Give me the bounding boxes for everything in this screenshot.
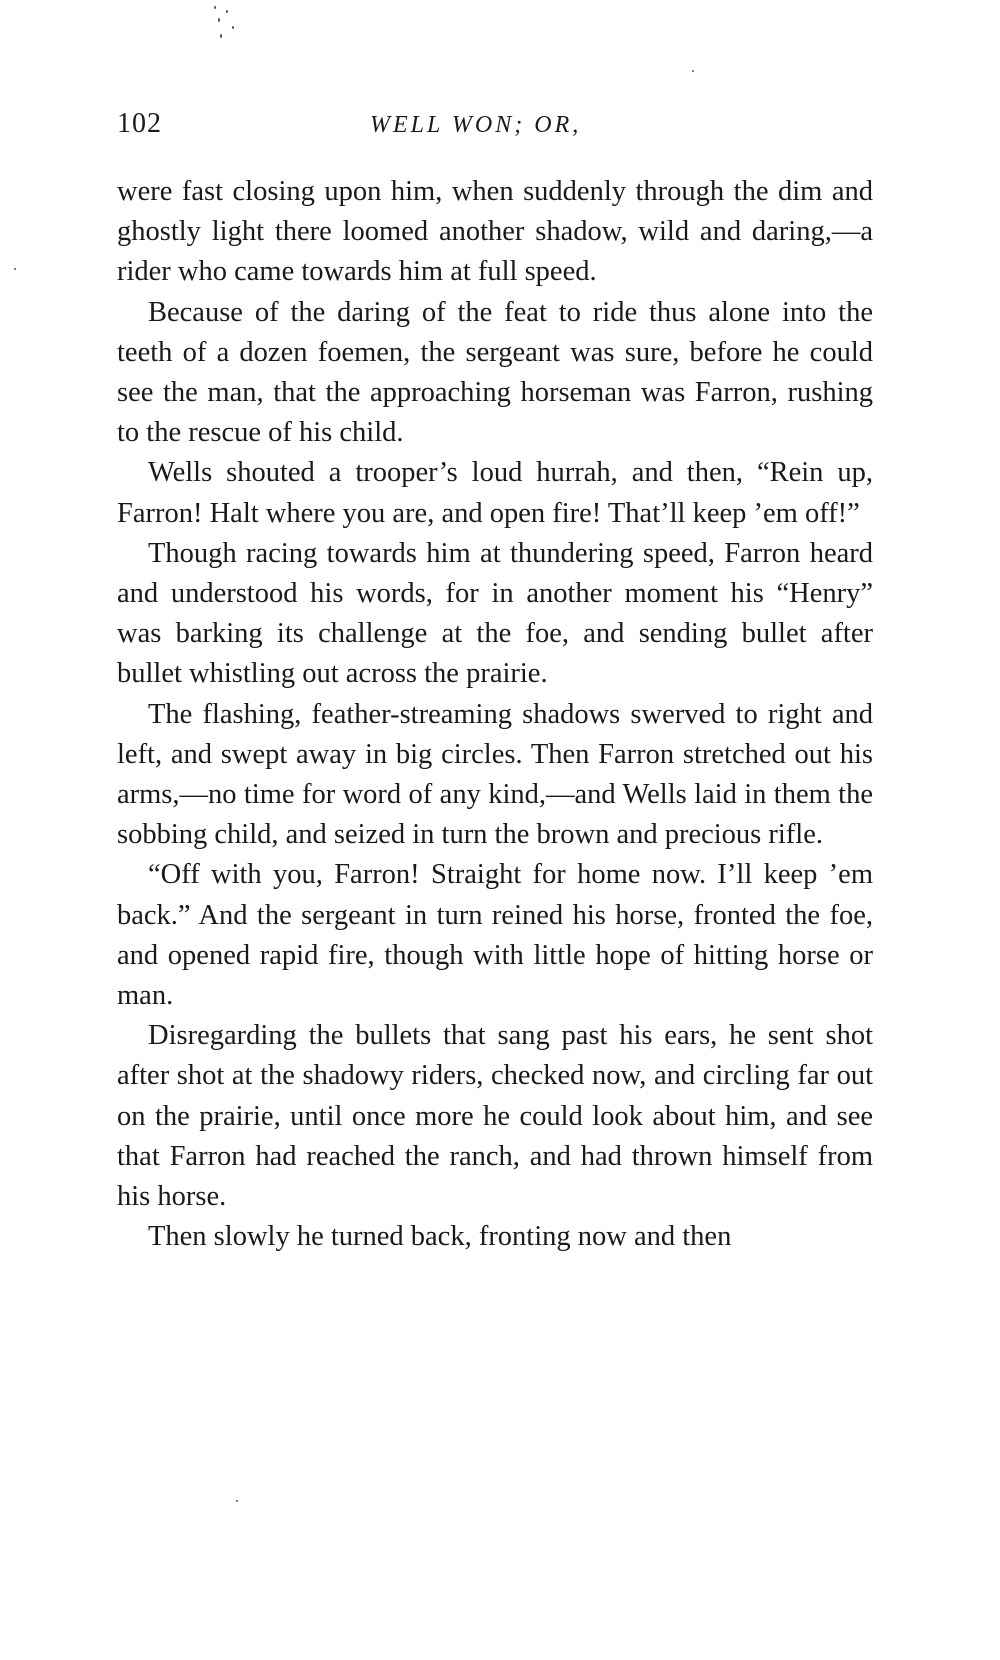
ink-speck <box>226 10 228 13</box>
ink-speck <box>218 18 220 22</box>
paragraph: Wells shouted a trooper’s loud hurrah, and then, “Rein up, Farron! Halt where you are, and open fire! That’ll keep ’em off!” <box>117 457 873 529</box>
ink-speck <box>14 268 16 270</box>
ink-speck <box>236 1500 238 1502</box>
ink-speck <box>220 34 222 38</box>
paragraph: were fast closing upon him, when suddenly through the dim and ghostly light there loomed another shadow, wild and daring,—a rider who came towards him at full speed. <box>117 176 873 288</box>
paragraph: The flashing, feather-streaming shadows swerved to right and left, and swept away in big circles. Then Farron stretched out his arms,—no time for word of any kind,—and Wells laid in them the sobbing child, and seized in turn the brown and precious rifle. <box>117 698 873 851</box>
ink-speck <box>692 70 694 72</box>
body-text <box>117 172 873 1257</box>
page-header <box>117 108 873 148</box>
paragraph: Then slowly he turned back, fronting now and then <box>148 1221 732 1253</box>
ink-speck <box>214 6 216 9</box>
page-number: 102 <box>117 108 162 139</box>
paragraph: “Off with you, Farron! Straight for home now. I’ll keep ’em back.” And the sergeant in turn reined his horse, fronted the foe, and opened rapid fire, though with little hope of hitting horse or man. <box>117 859 873 1012</box>
ink-speck <box>232 26 234 29</box>
running-head: WELL WON; OR, <box>370 112 582 138</box>
paragraph: Because of the daring of the feat to ride thus alone into the teeth of a dozen foemen, the sergeant was sure, before he could see the man, that the approaching horseman was Farron, rushing to the rescue of his child. <box>117 296 873 449</box>
paragraph: Though racing towards him at thundering speed, Farron heard and understood his words, for in another moment his “Henry” was barking its challenge at the foe, and sending bullet after bullet whistling out across the prairie. <box>117 537 873 690</box>
paragraph: Disregarding the bullets that sang past his ears, he sent shot after shot at the shadowy riders, checked now, and circling far out on the prairie, until once more he could look about him, and see that Farron had reached the ranch, and had thrown himself from his horse. <box>117 1020 873 1213</box>
